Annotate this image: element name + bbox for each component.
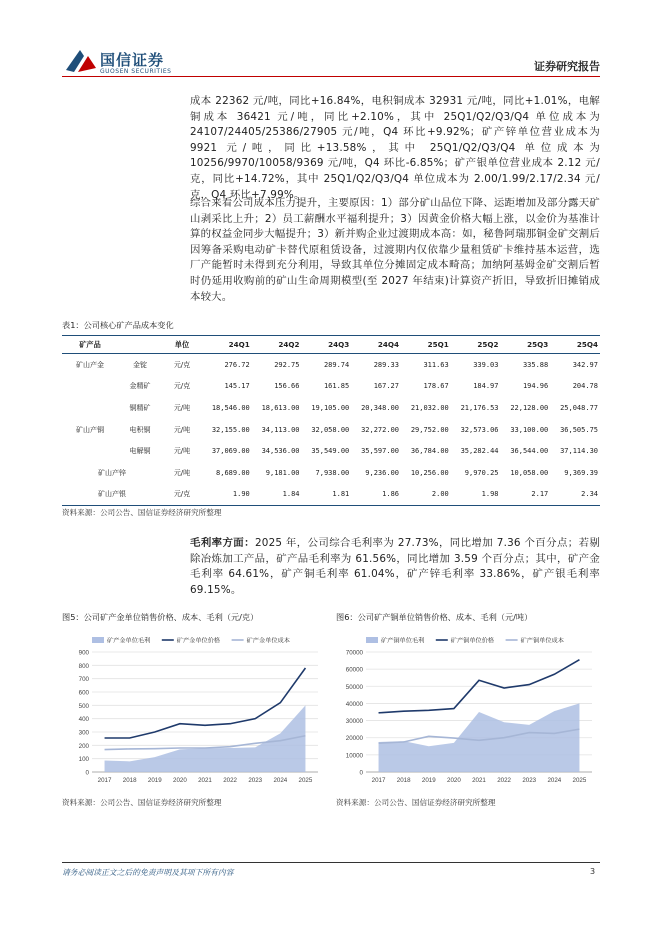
row-value: 204.78	[572, 382, 598, 391]
row-value: 36,544.00	[510, 447, 549, 456]
row-unit: 元/吨	[173, 468, 191, 477]
row-value: 21,032.00	[410, 403, 449, 412]
y-tick-label: 900	[78, 649, 89, 657]
x-tick-label: 2020	[173, 777, 187, 784]
row-group	[62, 376, 118, 398]
row-value: 335.88	[522, 360, 549, 369]
th-blank	[118, 336, 162, 354]
row-value: 1.86	[351, 484, 401, 506]
th-24q2: 24Q2	[252, 336, 302, 354]
y-tick-label: 600	[78, 689, 89, 697]
row-value: 9,181.00	[265, 468, 300, 477]
row-value: 35,282.44	[460, 447, 499, 456]
row-value: 161.85	[323, 382, 350, 391]
page-number: 3	[590, 867, 596, 876]
row-value: 20,348.00	[361, 403, 399, 412]
row-value: 292.75	[274, 360, 300, 369]
th-24q3: 24Q3	[302, 336, 352, 354]
row-value: 145.17	[224, 382, 250, 391]
cost-table	[62, 335, 600, 506]
table-row	[62, 376, 600, 398]
row-value: 36,784.00	[410, 447, 449, 456]
row-group: 矿山产金	[76, 360, 104, 369]
row-value: 19,105.00	[311, 403, 350, 412]
x-tick-label: 2025	[298, 777, 313, 784]
chart2-title: 图6：公司矿产铜单位销售价格、成本、毛利（元/吨）	[336, 612, 533, 622]
row-value: 34,536.00	[261, 447, 300, 456]
legend-swatch	[92, 637, 104, 643]
row-value: 9,369.39	[564, 468, 598, 477]
row-value: 18,613.00	[261, 403, 300, 412]
y-tick-label: 500	[78, 702, 89, 710]
row-value: 2.17	[501, 484, 551, 506]
row-group	[62, 440, 118, 462]
legend-label: 矿产金单位成本	[246, 637, 290, 645]
table-row	[62, 419, 600, 441]
legend-label: 矿产金单位毛利	[107, 637, 151, 645]
margin-text: 2025 年，公司综合毛利率为 27.73%，同比增加 7.36 个百分点；若剔除冶炼加工产品，矿产品毛利率为 61.56%，同比增加 3.59 个百分点；其中，矿产金毛利率 64.61%，矿产铜毛利率 61.04%，矿产锌毛利率 33.86%，矿产银毛利率 69.15%。	[190, 537, 600, 596]
row-value: 2.34	[550, 484, 600, 506]
row-value: 339.03	[473, 360, 499, 369]
y-tick-label: 70000	[345, 649, 363, 657]
row-value: 22,128.00	[510, 403, 549, 412]
table-title: 表1：公司核心矿产品成本变化	[62, 320, 174, 330]
row-value: 2.00	[401, 484, 451, 506]
x-tick-label: 2023	[248, 777, 263, 784]
row-unit: 元/吨	[173, 403, 191, 412]
footer-rule	[62, 862, 600, 863]
th-25q4: 25Q4	[550, 336, 600, 354]
chart1-source: 资料来源：公司公告、国信证券经济研究所整理	[62, 798, 222, 807]
para1: 成本 22362 元/吨，同比+16.84%，电积铜成本 32931 元/吨，同比+1.01%，电解铜成本 36421 元/吨，同比+2.10%，其中 25Q1/Q2/Q3/Q4 单位成本为 24107/24405/25386/27905 元/吨，Q4 环比+9.92%；矿产锌单位营业成本为 9921 元/吨，同比+13.58%，其中 25Q1/Q2/Q3/Q4 单位成本为 10256/9970/10058/9369 元/吨，Q4 环比-6.85%；矿产银单位营业成本 2.12 元/克，同比+14.72%，其中 25Q1/Q2/Q3/Q4 单位成本为 2.00/1.99/2.17/2.34 元/克，Q4 环比+7.99%。	[190, 95, 600, 201]
x-tick-label: 2018	[122, 777, 137, 784]
chart-gold-svg	[62, 630, 326, 790]
row-value: 1.90	[202, 484, 252, 506]
row-value: 32,058.00	[311, 425, 350, 434]
x-tick-label: 2020	[447, 777, 461, 784]
table-row	[62, 462, 600, 484]
row-value: 10,256.00	[410, 468, 449, 477]
legend-label: 矿产铜单位价格	[450, 637, 495, 645]
x-tick-label: 2024	[273, 777, 288, 784]
row-item: 金精矿	[129, 382, 151, 391]
margin-paragraph	[190, 536, 600, 598]
row-value: 35,597.00	[361, 447, 399, 456]
row-group	[62, 397, 118, 419]
row-value: 167.27	[373, 382, 399, 391]
x-tick-label: 2017	[97, 777, 112, 784]
row-value: 32,272.00	[361, 425, 399, 434]
row-unit: 元/克	[173, 382, 191, 391]
para2: 综合来看公司成本压力提升，主要原因：1）部分矿山品位下降、运距增加及部分露天矿山剥采比上升；2）员工薪酬水平福利提升；3）因黄金价格大幅上涨，以金价为基准计算的权益金同步大幅提升；3）新并购企业过渡期成本高：如，秘鲁阿瑞那铜金矿交割后因筹备采购电动矿卡替代原租赁设备，过渡期内仅依靠少量租赁矿卡维持基本运营，选厂产能暂时未得到充分利用，导致其单位分摊固定成本畸高；加纳阿基姆金矿交割后暂时仍延用收购前的矿山生命周期模型(至 2027 年结束)计算资产折旧，导致折旧摊销成本较大。	[190, 197, 600, 303]
x-tick-label: 2022	[497, 777, 511, 784]
row-value: 311.63	[423, 360, 449, 369]
row-unit: 元/克	[173, 360, 191, 369]
x-tick-label: 2023	[522, 777, 537, 784]
legend-label: 矿产铜单位毛利	[381, 637, 425, 645]
table-row	[62, 354, 600, 376]
x-tick-label: 2017	[371, 777, 386, 784]
x-tick-label: 2018	[396, 777, 411, 784]
row-value: 21,176.53	[460, 403, 499, 412]
y-tick-label: 800	[78, 662, 89, 670]
row-value: 1.81	[302, 484, 352, 506]
row-unit: 元/吨	[173, 425, 191, 434]
row-unit: 元/克	[162, 484, 202, 506]
reasons-paragraph	[190, 196, 600, 305]
row-value: 7,938.00	[315, 468, 350, 477]
row-value: 32,573.06	[460, 425, 499, 434]
y-tick-label: 300	[78, 729, 89, 737]
row-item: 铜精矿	[129, 403, 151, 412]
brand-name: 国信证券	[100, 51, 165, 69]
row-value: 34,113.00	[261, 425, 300, 434]
th-unit: 单位	[162, 336, 202, 354]
table-row	[62, 440, 600, 462]
row-value: 1.98	[451, 484, 501, 506]
x-tick-label: 2019	[421, 777, 436, 784]
y-tick-label: 100	[78, 756, 89, 764]
row-value: 10,058.00	[510, 468, 549, 477]
cost-paragraph	[190, 94, 600, 203]
row-value: 25,048.77	[560, 403, 598, 412]
row-value: 342.97	[572, 360, 598, 369]
table-source: 资料来源：公司公告、国信证券经济研究所整理	[62, 508, 222, 517]
row-value: 178.67	[423, 382, 449, 391]
margin-lead: 毛利率方面：	[190, 537, 255, 549]
th-25q2: 25Q2	[451, 336, 501, 354]
y-tick-label: 10000	[345, 752, 363, 760]
row-group: 矿山产银	[62, 484, 162, 506]
row-group: 矿山产铜	[76, 425, 104, 434]
th-24q4: 24Q4	[351, 336, 401, 354]
th-25q3: 25Q3	[501, 336, 551, 354]
row-value: 29,752.00	[410, 425, 449, 434]
legend-swatch	[366, 637, 378, 643]
row-value: 37,114.30	[560, 447, 598, 456]
chart-copper-svg	[336, 630, 600, 790]
row-value: 276.72	[224, 360, 250, 369]
x-tick-label: 2021	[198, 777, 212, 784]
y-tick-label: 30000	[345, 718, 363, 726]
footer-disclaimer: 请务必阅读正文之后的免责声明及其项下所有内容	[62, 868, 234, 877]
row-value: 36,505.75	[560, 425, 598, 434]
row-value: 9,970.25	[464, 468, 499, 477]
row-item: 电解铜	[129, 447, 151, 456]
chart-gold	[62, 630, 326, 790]
y-tick-label: 50000	[345, 683, 363, 691]
legend-label: 矿产铜单位成本	[520, 637, 564, 645]
y-tick-label: 60000	[345, 666, 363, 674]
guosen-logo-icon	[62, 44, 98, 76]
x-tick-label: 2019	[147, 777, 162, 784]
y-tick-label: 700	[78, 676, 89, 684]
row-value: 37,069.00	[211, 447, 250, 456]
y-tick-label: 20000	[345, 735, 363, 743]
row-value: 184.97	[473, 382, 499, 391]
row-value: 289.74	[323, 360, 350, 369]
x-tick-label: 2024	[547, 777, 562, 784]
x-tick-label: 2022	[223, 777, 237, 784]
guosen-logo	[62, 44, 180, 78]
table-header-row	[62, 336, 600, 354]
row-group: 矿山产锌	[98, 468, 126, 477]
row-value: 194.96	[522, 382, 549, 391]
th-product: 矿产品	[62, 336, 118, 354]
row-value: 1.84	[252, 484, 302, 506]
chart1-title: 图5：公司矿产金单位销售价格、成本、毛利（元/克）	[62, 612, 259, 622]
y-tick-label: 40000	[345, 700, 363, 708]
row-value: 33,100.00	[510, 425, 549, 434]
x-tick-label: 2021	[472, 777, 486, 784]
table-row	[62, 397, 600, 419]
chart2-source: 资料来源：公司公告、国信证券经济研究所整理	[336, 798, 496, 807]
y-tick-label: 0	[85, 769, 89, 777]
y-tick-label: 0	[359, 769, 363, 777]
row-value: 9,236.00	[365, 468, 399, 477]
header-rule	[62, 76, 600, 77]
row-item: 电积铜	[129, 425, 151, 434]
row-value: 156.66	[274, 382, 300, 391]
y-tick-label: 400	[78, 716, 89, 724]
row-value: 289.33	[373, 360, 399, 369]
row-value: 32,155.00	[211, 425, 250, 434]
legend-label: 矿产金单位价格	[176, 637, 221, 645]
row-value: 35,549.00	[311, 447, 350, 456]
row-value: 18,546.00	[211, 403, 250, 412]
x-tick-label: 2025	[572, 777, 587, 784]
report-type: 证券研究报告	[534, 60, 600, 73]
th-25q1: 25Q1	[401, 336, 451, 354]
th-24q1: 24Q1	[202, 336, 252, 354]
y-tick-label: 200	[78, 742, 89, 750]
chart-copper	[336, 630, 600, 790]
row-unit: 元/吨	[173, 447, 191, 456]
series-area-0	[105, 705, 306, 772]
table-row	[62, 484, 600, 506]
brand-sub: GUOSEN SECURITIES	[100, 68, 172, 75]
row-value: 8,689.00	[216, 468, 250, 477]
row-item: 金锭	[133, 360, 147, 369]
